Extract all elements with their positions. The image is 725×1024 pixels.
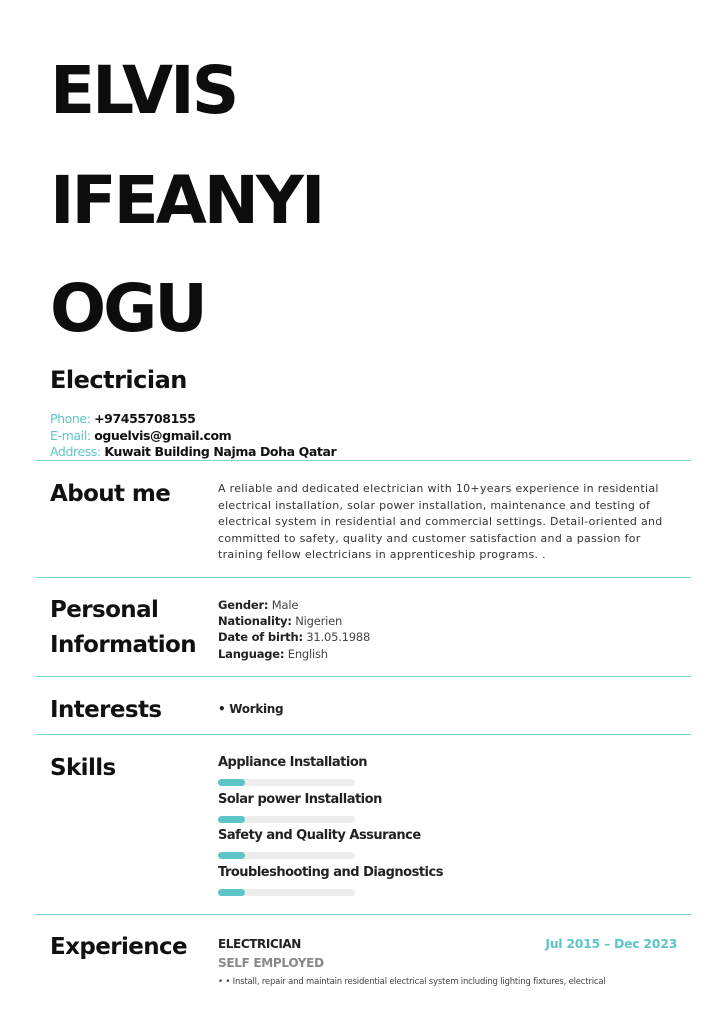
skill-bar-fill	[218, 852, 245, 859]
experience-description: • • Install, repair and maintain residential electrical system including lighting fixtures, electrical	[218, 977, 606, 987]
email-value: oguelvis@gmail.com	[94, 428, 232, 443]
divider	[36, 734, 691, 735]
language-label: Language:	[218, 647, 285, 661]
divider	[36, 460, 691, 461]
skill-bar	[218, 816, 355, 823]
personal-language	[218, 646, 328, 662]
personal-nationality	[218, 613, 342, 629]
skill-bar-fill	[218, 779, 245, 786]
skill-bar	[218, 779, 355, 786]
skill-bar	[218, 852, 355, 859]
skill-bar	[218, 889, 355, 896]
section-title-personal-1: Personal	[50, 597, 159, 623]
phone-label: Phone:	[50, 411, 95, 426]
language-value: English	[284, 647, 328, 661]
contact-address	[50, 444, 336, 460]
about-text: A reliable and dedicated electrician with 10+years experience in residential electrical installation, solar power installation, maintenance and testing of electrical system in residential and commercial settings. Detail-oriented and committed to safety, quality and customer satisfaction and a passion for training fellow electricians in apprenticeship programs. .	[218, 482, 663, 561]
section-title-skills: Skills	[50, 755, 116, 781]
experience-company: SELF EMPLOYED	[218, 956, 324, 970]
skill-label: Appliance Installation	[218, 755, 368, 770]
name-first: ELVIS	[50, 52, 237, 129]
personal-dob	[218, 629, 370, 645]
divider	[36, 914, 691, 915]
name-last: OGU	[50, 270, 205, 347]
personal-gender	[218, 597, 298, 613]
address-label: Address:	[50, 444, 105, 459]
gender-value: Male	[268, 598, 299, 612]
divider	[36, 577, 691, 578]
skill-label: Safety and Quality Assurance	[218, 828, 421, 843]
dob-value: 31.05.1988	[302, 630, 371, 644]
section-title-about: About me	[50, 481, 171, 507]
skill-bar-fill	[218, 889, 245, 896]
skill-bar-fill	[218, 816, 245, 823]
skill-label: Solar power Installation	[218, 792, 382, 807]
skill-label: Troubleshooting and Diagnostics	[218, 865, 443, 880]
interest-item: • Working	[218, 702, 284, 716]
section-title-experience: Experience	[50, 934, 188, 960]
dob-label: Date of birth:	[218, 630, 303, 644]
experience-dates: Jul 2015 – Dec 2023	[545, 936, 677, 951]
gender-label: Gender:	[218, 598, 269, 612]
phone-value: +97455708155	[94, 411, 196, 426]
name-middle: IFEANYI	[50, 162, 323, 239]
job-title: Electrician	[50, 366, 187, 394]
section-title-interests: Interests	[50, 697, 162, 723]
divider	[36, 676, 691, 677]
contact-email	[50, 428, 231, 444]
section-title-personal-2: Information	[50, 632, 197, 658]
nationality-label: Nationality:	[218, 614, 292, 628]
address-value: Kuwait Building Najma Doha Qatar	[104, 444, 337, 459]
experience-role: ELECTRICIAN	[218, 937, 301, 951]
nationality-value: Nigerien	[291, 614, 343, 628]
contact-phone	[50, 411, 195, 427]
email-label: E-mail:	[50, 428, 95, 443]
